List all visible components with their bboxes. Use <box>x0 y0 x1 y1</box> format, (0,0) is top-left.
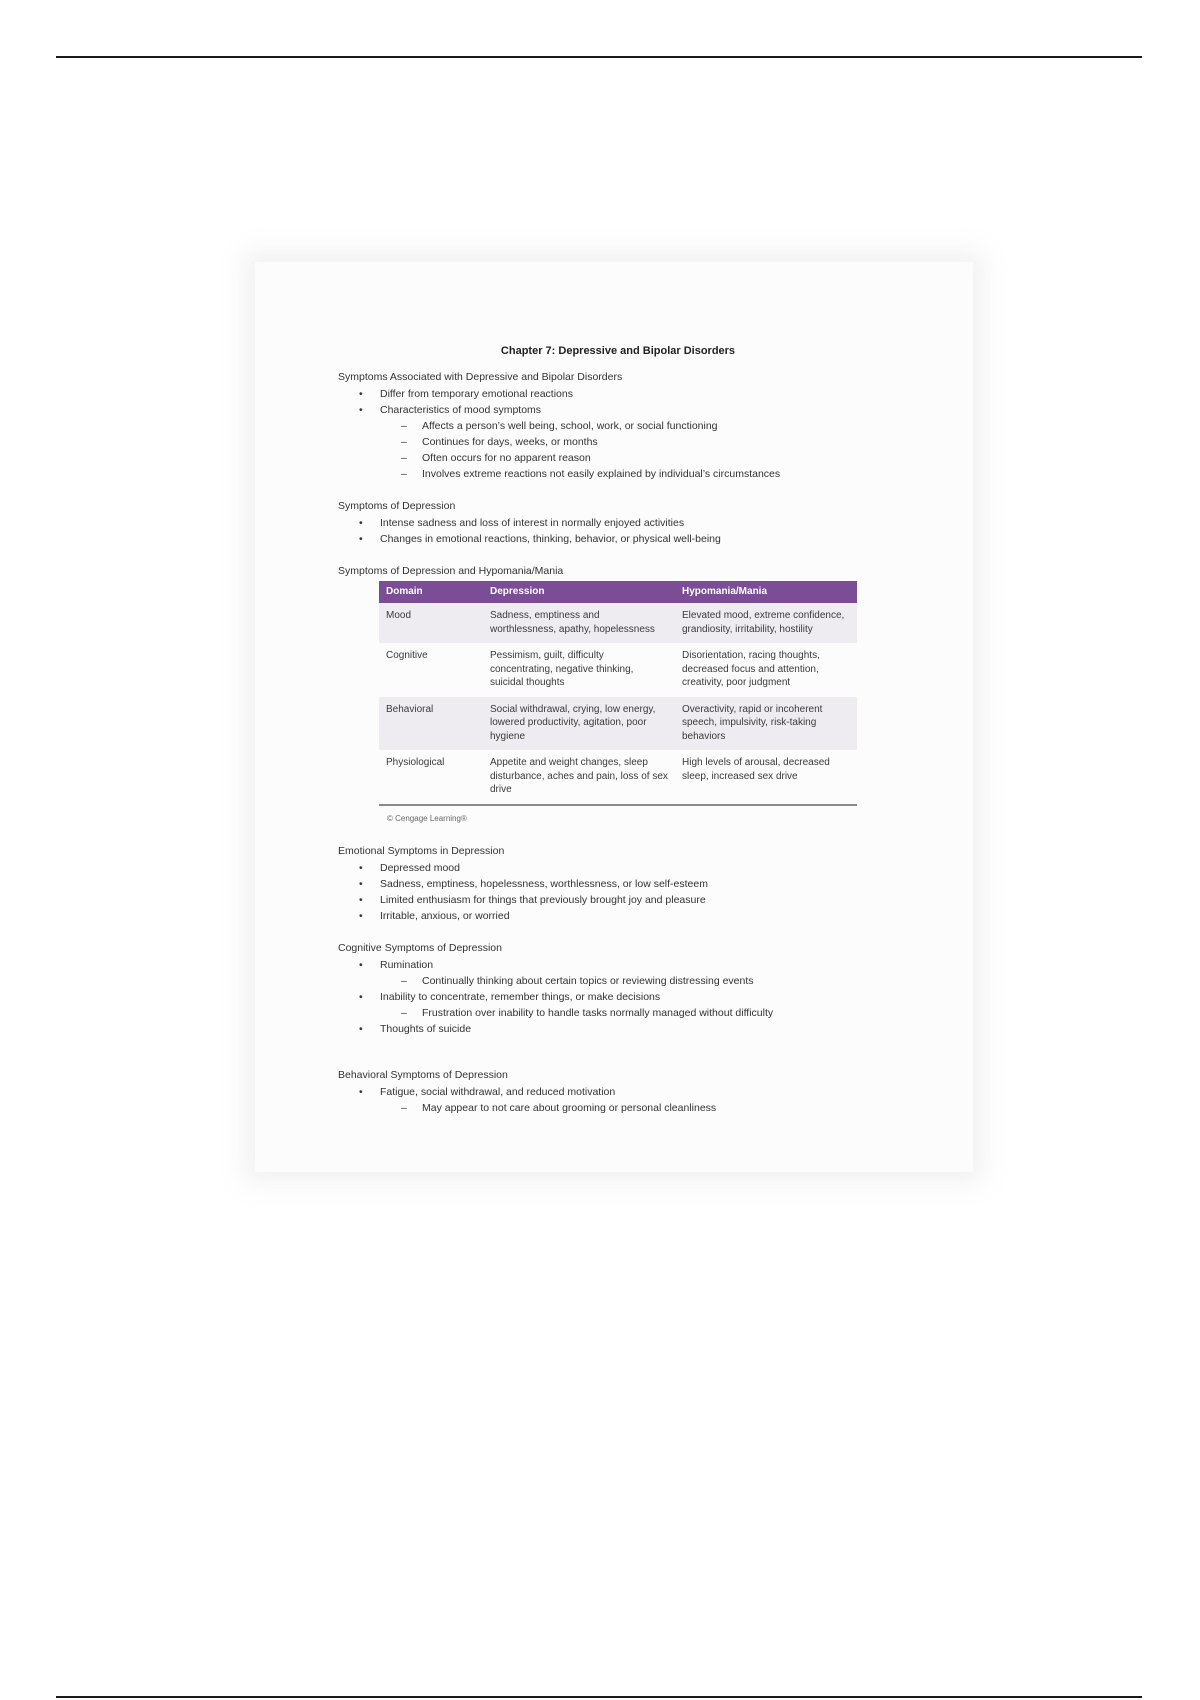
bullet: • Intense sadness and loss of interest in normally enjoyed activities <box>359 515 898 531</box>
section-depression <box>338 498 898 547</box>
section-heading: Cognitive Symptoms of Depression <box>338 941 502 954</box>
table-header: Depression <box>483 581 675 603</box>
table-row <box>379 750 857 805</box>
section-heading: Symptoms of Depression and Hypomania/Mania <box>338 565 564 577</box>
section-heading: Behavioral Symptoms of Depression <box>338 1068 508 1081</box>
table-row <box>379 603 857 643</box>
bullet: • Thoughts of suicide <box>359 1021 898 1037</box>
bullet: • Rumination – Continually thinking about certain topics or reviewing distressing events <box>359 957 898 989</box>
sub-bullet: – Continually thinking about certain topics or reviewing distressing events <box>401 973 898 989</box>
bullet: • Depressed mood <box>359 860 898 876</box>
table-header: Domain <box>379 581 483 603</box>
table-cell: High levels of arousal, decreased sleep, increased sex drive <box>675 750 857 805</box>
bullet: • Irritable, anxious, or worried <box>359 908 898 924</box>
sub-bullet: – May appear to not care about grooming or personal cleanliness <box>401 1100 898 1116</box>
image-credit: © Cengage Learning® <box>387 813 467 823</box>
table-cell: Disorientation, racing thoughts, decreased focus and attention, creativity, poor judgment <box>682 650 820 688</box>
section-heading: Emotional Symptoms in Depression <box>338 844 505 857</box>
sub-bullet: – Frustration over inability to handle tasks normally managed without difficulty <box>401 1005 898 1021</box>
bullet: • Limited enthusiasm for things that previously brought joy and pleasure <box>359 892 898 908</box>
bullet: • Differ from temporary emotional reactions <box>359 386 898 402</box>
table-cell: Mood <box>379 603 483 643</box>
table-cell: Physiological <box>379 750 483 805</box>
table-cell: Sadness, emptiness and worthlessness, apathy, hopelessness <box>483 603 675 643</box>
table-header-row <box>379 581 857 603</box>
sub-bullet: – Often occurs for no apparent reason <box>401 450 898 466</box>
bullet: • Characteristics of mood symptoms – Affects a person’s well being, school, work, or social functioning – Continues for days, weeks, or months – Often occurs for no apparent reason – Involves extreme reactions not easily explained by individual’s circumstances <box>359 402 898 482</box>
table-cell: Social withdrawal, crying, low energy, lowered productivity, agitation, poor hygiene <box>483 697 675 751</box>
section-emotional <box>338 843 898 924</box>
sub-bullet: – Continues for days, weeks, or months <box>401 434 898 450</box>
table-cell: Elevated mood, extreme confidence, grandiosity, irritability, hostility <box>675 603 857 643</box>
table-header: Hypomania/Mania <box>675 581 857 603</box>
section-cognitive <box>338 940 898 1037</box>
top-rule <box>56 56 1142 58</box>
section-behavioral <box>338 1067 898 1116</box>
section-heading: Symptoms of Depression <box>338 500 456 512</box>
table-cell: Behavioral <box>379 697 483 751</box>
slide-title: Chapter 7: Depressive and Bipolar Disorders <box>500 345 736 357</box>
table-row <box>379 697 857 751</box>
bullet: • Sadness, emptiness, hopelessness, worthlessness, or low self-esteem <box>359 876 898 892</box>
section-heading: Symptoms Associated with Depressive and Bipolar Disorders <box>338 371 623 383</box>
table-cell: Pessimism, guilt, difficulty concentrating, negative thinking, suicidal thoughts <box>490 650 634 688</box>
bullet: • Fatigue, social withdrawal, and reduced motivation – May appear to not care about grooming or personal cleanliness <box>359 1084 898 1116</box>
table-cell: Appetite and weight changes, sleep disturbance, aches and pain, loss of sex drive <box>483 750 675 805</box>
table-cell: Cognitive <box>386 650 428 661</box>
symptom-table <box>379 581 857 806</box>
bullet: • Changes in emotional reactions, thinking, behavior, or physical well-being <box>359 531 898 547</box>
sub-bullet: – Affects a person’s well being, school, work, or social functioning <box>401 418 898 434</box>
section-associated <box>338 369 898 482</box>
table-row <box>379 643 857 697</box>
bullet: • Inability to concentrate, remember things, or make decisions – Frustration over inability to handle tasks normally managed without difficulty <box>359 989 898 1021</box>
table-cell: Overactivity, rapid or incoherent speech, impulsivity, risk-taking behaviors <box>675 697 857 751</box>
section-symptom-table <box>338 563 898 827</box>
sub-bullet: – Involves extreme reactions not easily explained by individual’s circumstances <box>401 466 898 482</box>
bottom-rule <box>56 1696 1142 1698</box>
slide-content <box>338 340 898 1116</box>
